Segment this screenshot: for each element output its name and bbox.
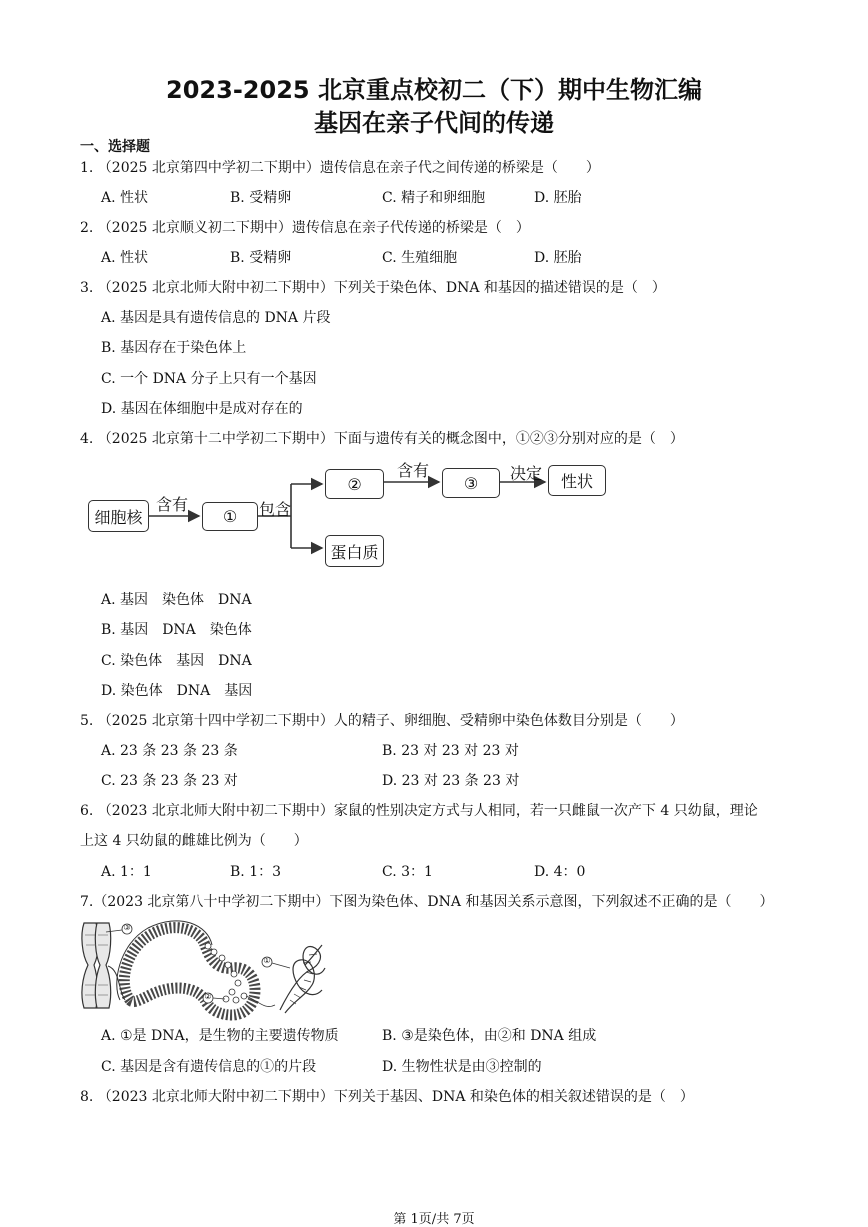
section-heading: 一、选择题 <box>80 139 150 155</box>
q5-option-b: B. 23 对 23 对 23 对 <box>382 743 519 759</box>
q1-option-a: A. 性状 <box>101 190 149 206</box>
question-5-stem: 5. （2025 北京第十四中学初二下期中）人的精子、卵细胞、受精卵中染色体数目分别是（ ） <box>80 713 684 729</box>
question-1-stem: 1. （2025 北京第四中学初二下期中）遗传信息在亲子代之间传递的桥梁是（ ） <box>80 160 600 176</box>
question-2-stem: 2. （2025 北京顺义初二下期中）遗传信息在亲子代传递的桥梁是（ ） <box>80 220 530 236</box>
node-nucleus: 细胞核 <box>88 500 149 532</box>
q6-option-b: B. 1：3 <box>230 864 282 880</box>
q3-option-b: B. 基因存在于染色体上 <box>101 340 247 356</box>
node-trait: 性状 <box>548 465 606 496</box>
q4-option-c: C. 染色体 基因 DNA <box>101 653 252 669</box>
q2-option-d: D. 胚胎 <box>534 250 582 266</box>
q6-option-d: D. 4：0 <box>534 864 586 880</box>
question-7-stem: 7.（2023 北京第八十中学初二下期中）下图为染色体、DNA 和基因关系示意图，下列叙述不正确的是（ ） <box>80 894 774 910</box>
q1-option-d: D. 胚胎 <box>534 190 582 206</box>
question-4-stem: 4. （2025 北京第十二中学初二下期中）下面与遗传有关的概念图中，①②③分别对应的是（ ） <box>80 431 684 447</box>
q2-option-b: B. 受精卵 <box>230 250 292 266</box>
q4-option-b: B. 基因 DNA 染色体 <box>101 622 252 638</box>
label-contains-1: 含有 <box>156 495 189 514</box>
node-1: ① <box>202 502 258 531</box>
node-3: ③ <box>442 468 500 498</box>
page-number: 第 1页/共 7页 <box>393 1212 475 1227</box>
label-includes: 包含 <box>259 500 292 519</box>
q7-option-d: D. 生物性状是由③控制的 <box>382 1059 542 1075</box>
q7-option-b: B. ③是染色体，由②和 DNA 组成 <box>382 1028 597 1044</box>
q4-option-d: D. 染色体 DNA 基因 <box>101 683 253 699</box>
figure-label-3: ③ <box>123 923 131 932</box>
q6-option-c: C. 3：1 <box>382 864 433 880</box>
q3-option-a: A. 基因是具有遗传信息的 DNA 片段 <box>101 310 331 326</box>
page-subtitle: 基因在亲子代间的传递 <box>314 109 554 137</box>
q4-option-a: A. 基因 染色体 DNA <box>101 592 252 608</box>
figure-label-2: ② <box>204 992 212 1001</box>
question-6-stem: 6. （2023 北京北师大附中初二下期中）家鼠的性别决定方式与人相同，若一只雌鼠一次产下 4 只幼鼠，理论 <box>80 803 758 819</box>
q7-option-c: C. 基因是含有遗传信息的①的片段 <box>101 1059 317 1075</box>
q1-option-c: C. 精子和卵细胞 <box>382 190 486 206</box>
q6-option-a: A. 1：1 <box>101 864 152 880</box>
page-title: 2023-2025 北京重点校初二（下）期中生物汇编 <box>166 76 702 104</box>
figure-label-1: ① <box>263 956 271 965</box>
node-protein: 蛋白质 <box>325 535 384 567</box>
node-2: ② <box>325 469 384 499</box>
q5-option-d: D. 23 对 23 条 23 对 <box>382 773 520 789</box>
q3-option-c: C. 一个 DNA 分子上只有一个基因 <box>101 371 317 387</box>
question-6-stem-cont: 上这 4 只幼鼠的雌雄比例为（ ） <box>80 833 308 849</box>
q5-option-c: C. 23 条 23 条 23 对 <box>101 773 238 789</box>
q3-option-d: D. 基因在体细胞中是成对存在的 <box>101 401 303 417</box>
label-determines: 决定 <box>510 464 543 483</box>
q2-option-c: C. 生殖细胞 <box>382 250 458 266</box>
q7-option-a: A. ①是 DNA，是生物的主要遗传物质 <box>101 1028 339 1044</box>
question-3-stem: 3. （2025 北京北师大附中初二下期中）下列关于染色体、DNA 和基因的描述错误的是（ ） <box>80 280 666 296</box>
question-8-stem: 8. （2023 北京北师大附中初二下期中）下列关于基因、DNA 和染色体的相关叙述错误的是（ ） <box>80 1089 694 1105</box>
q2-option-a: A. 性状 <box>101 250 149 266</box>
q5-option-a: A. 23 条 23 条 23 条 <box>101 743 238 759</box>
q1-option-b: B. 受精卵 <box>230 190 292 206</box>
label-contains-2: 含有 <box>397 461 430 480</box>
